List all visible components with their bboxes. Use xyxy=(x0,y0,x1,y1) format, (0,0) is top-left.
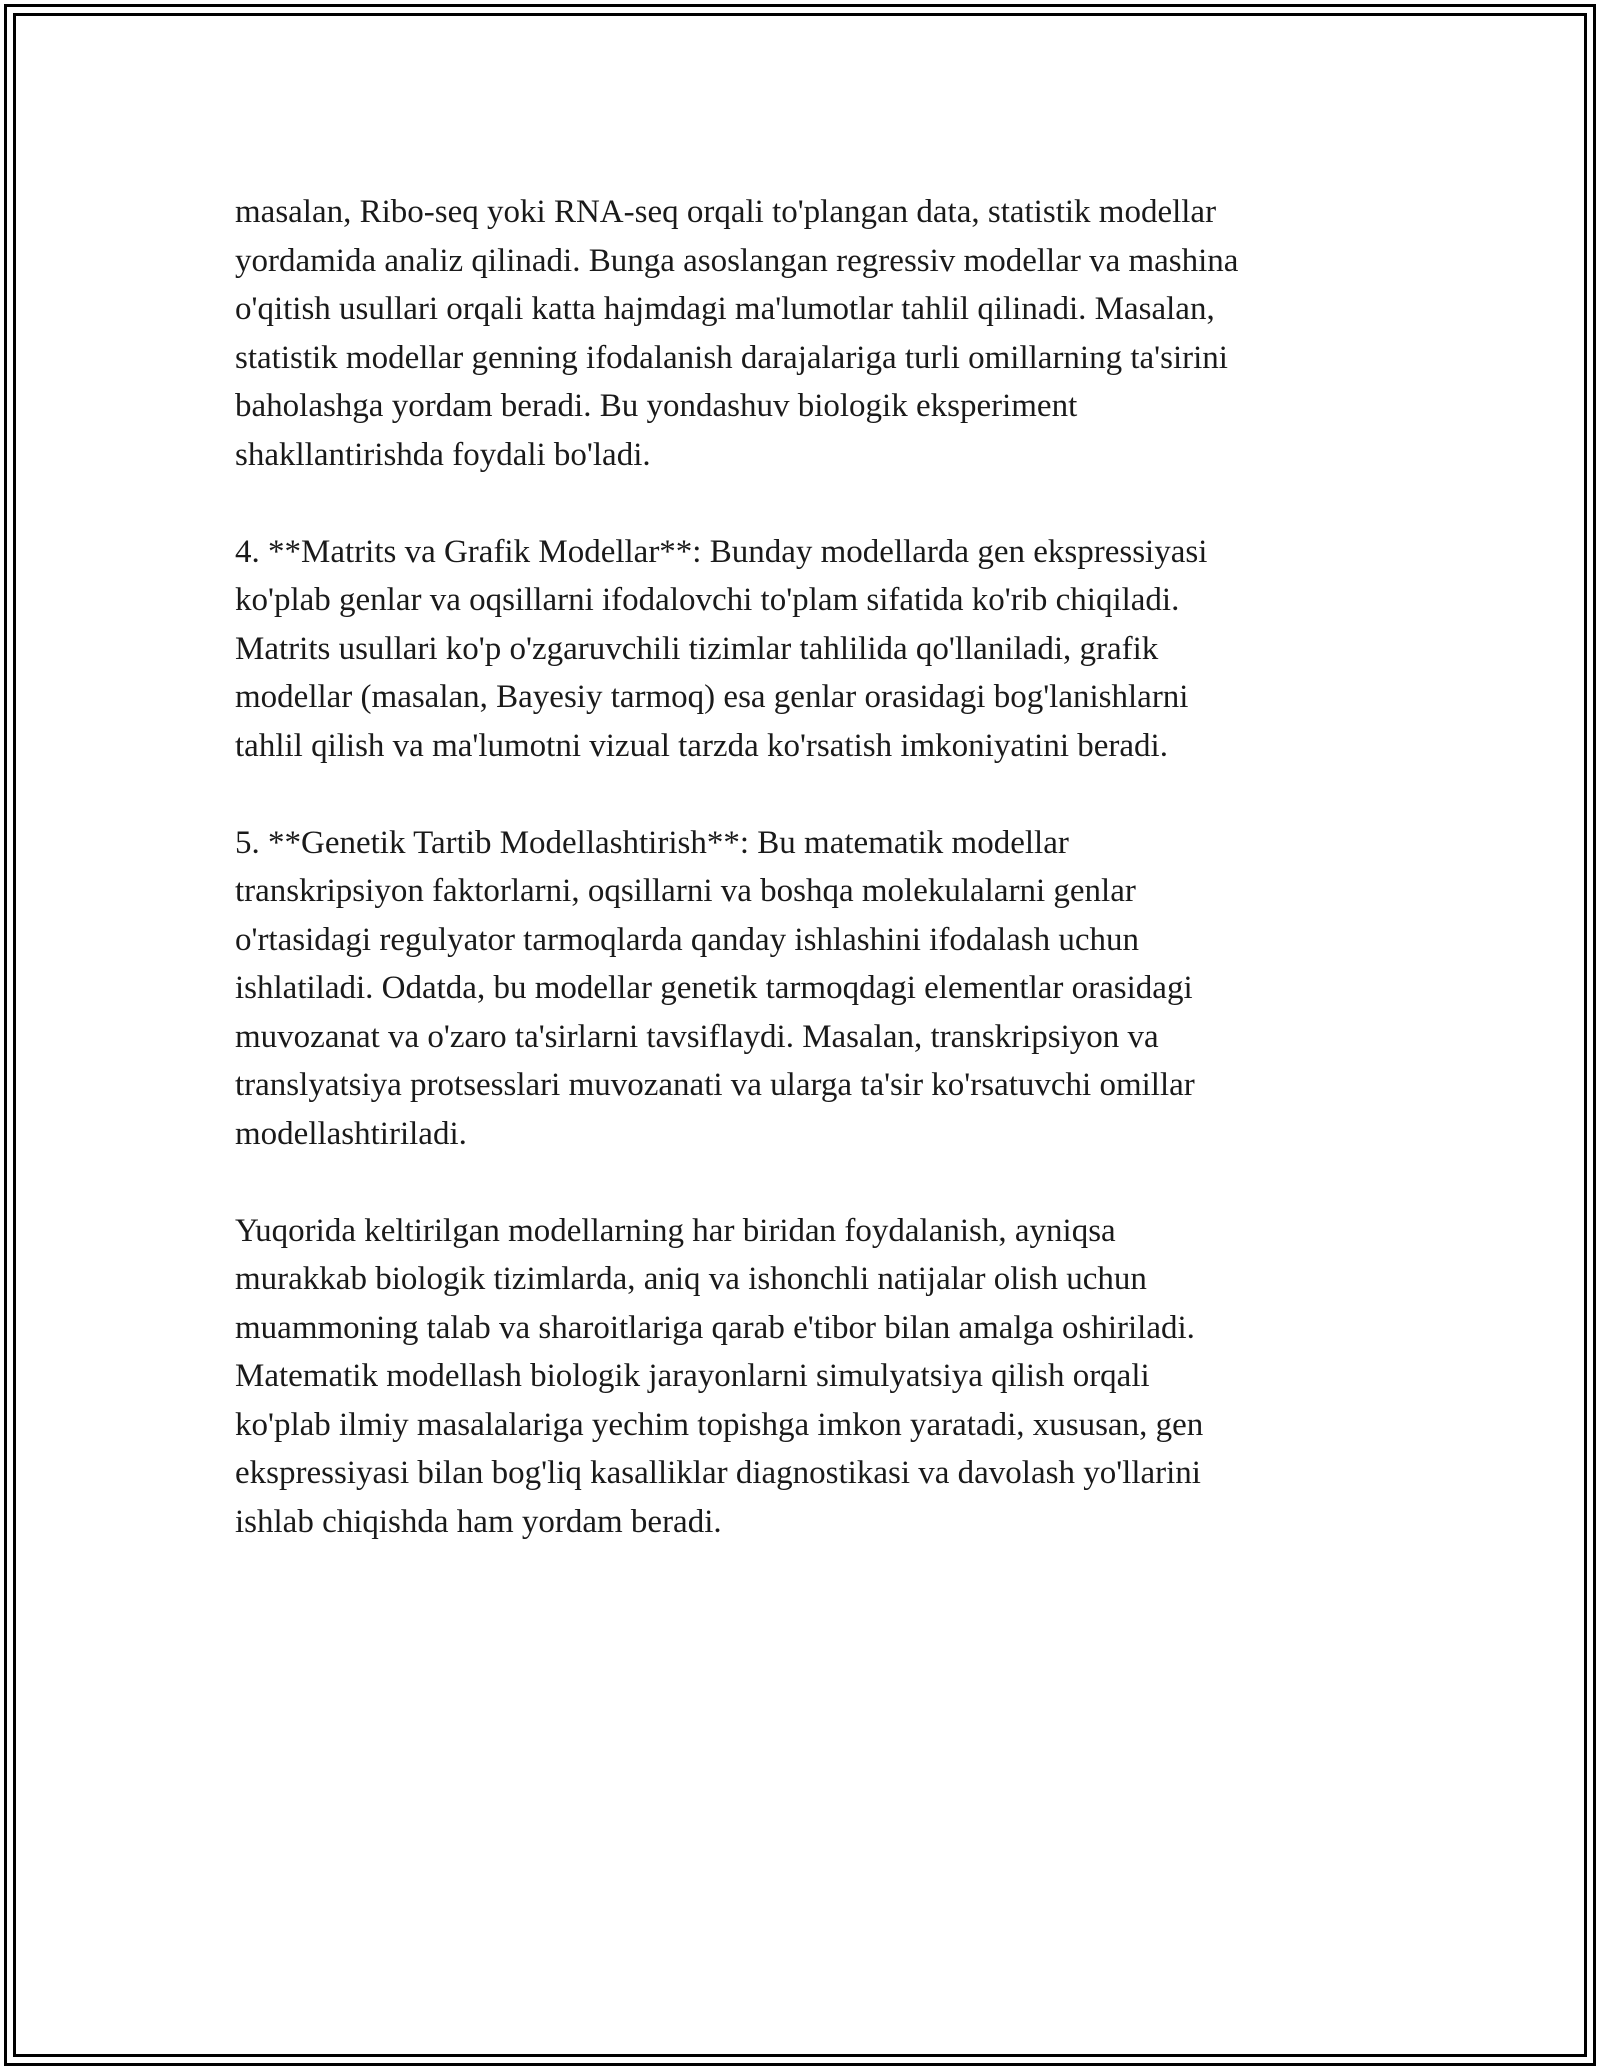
text-line: ishlab chiqishda ham yordam beradi. xyxy=(235,1503,722,1540)
text-line: Yuqorida keltirilgan modellarning har biridan foydalanish, ayniqsa xyxy=(235,1212,1116,1249)
text-line: ko'plab genlar va oqsillarni ifodalovchi to'plam sifatida ko'rib chiqiladi. xyxy=(235,582,1180,618)
text-line: muammoning talab va sharoitlariga qarab e'tibor bilan amalga oshiriladi. xyxy=(235,1309,1195,1346)
paragraph-matrix-graph-models xyxy=(235,528,1375,771)
text-line: modellashtiriladi. xyxy=(235,1115,467,1152)
text-line: Matrits usullari ko'p o'zgaruvchili tizimlar tahlilida qo'llaniladi, grafik xyxy=(235,630,1159,667)
text-line: shakllantirishda foydali bo'ladi. xyxy=(235,436,651,473)
text-line: o'rtasidagi regulyator tarmoqlarda qanday ishlashini ifodalash uchun xyxy=(235,921,1140,958)
text-line: ko'plab ilmiy masalalariga yechim topishga imkon yaratadi, xususan, gen xyxy=(235,1406,1204,1443)
text-line: Matematik modellash biologik jarayonlarni simulyatsiya qilish orqali xyxy=(235,1358,1150,1394)
text-line: translyatsiya protsesslari muvozanati va ularga ta'sir ko'rsatuvchi omillar xyxy=(235,1067,1195,1103)
text-line: modellar (masalan, Bayesiy tarmoq) esa genlar orasidagi bog'lanishlarni xyxy=(235,679,1189,715)
text-line: baholashga yordam beradi. Bu yondashuv biologik eksperiment xyxy=(235,388,1078,424)
text-line: statistik modellar genning ifodalanish darajalariga turli omillarning ta'sirini xyxy=(235,339,1228,376)
text-line: tahlil qilish va ma'lumotni vizual tarzda ko'rsatish imkoniyatini beradi. xyxy=(235,727,1168,764)
text-line: transkripsiyon faktorlarni, oqsillarni va boshqa molekulalarni genlar xyxy=(235,873,1136,909)
text-line: 4. **Matrits va Grafik Modellar**: Bunday modellarda gen ekspressiyasi xyxy=(235,533,1208,570)
text-line: yordamida analiz qilinadi. Bunga asoslangan regressiv modellar va mashina xyxy=(235,242,1239,279)
text-line: masalan, Ribo-seq yoki RNA-seq orqali to'plangan data, statistik modellar xyxy=(235,194,1217,230)
text-line: muvozanat va o'zaro ta'sirlarni tavsiflaydi. Masalan, transkripsiyon va xyxy=(235,1018,1159,1055)
text-line: o'qitish usullari orqali katta hajmdagi ma'lumotlar tahlil qilinadi. Masalan, xyxy=(235,291,1215,327)
document-body xyxy=(235,188,1375,1595)
text-line: ishlatiladi. Odatda, bu modellar genetik tarmoqdagi elementlar orasidagi xyxy=(235,970,1193,1006)
paragraph-genetic-regulation-models xyxy=(235,819,1375,1159)
text-line: murakkab biologik tizimlarda, aniq va ishonchli natijalar olish uchun xyxy=(235,1261,1147,1297)
text-line: ekspressiyasi bilan bog'liq kasalliklar diagnostikasi va davolash yo'llarini xyxy=(235,1455,1201,1491)
text-line: 5. **Genetik Tartib Modellashtirish**: Bu matematik modellar xyxy=(235,824,1069,861)
paragraph-conclusion xyxy=(235,1207,1375,1547)
paragraph-statistical-models xyxy=(235,188,1375,479)
